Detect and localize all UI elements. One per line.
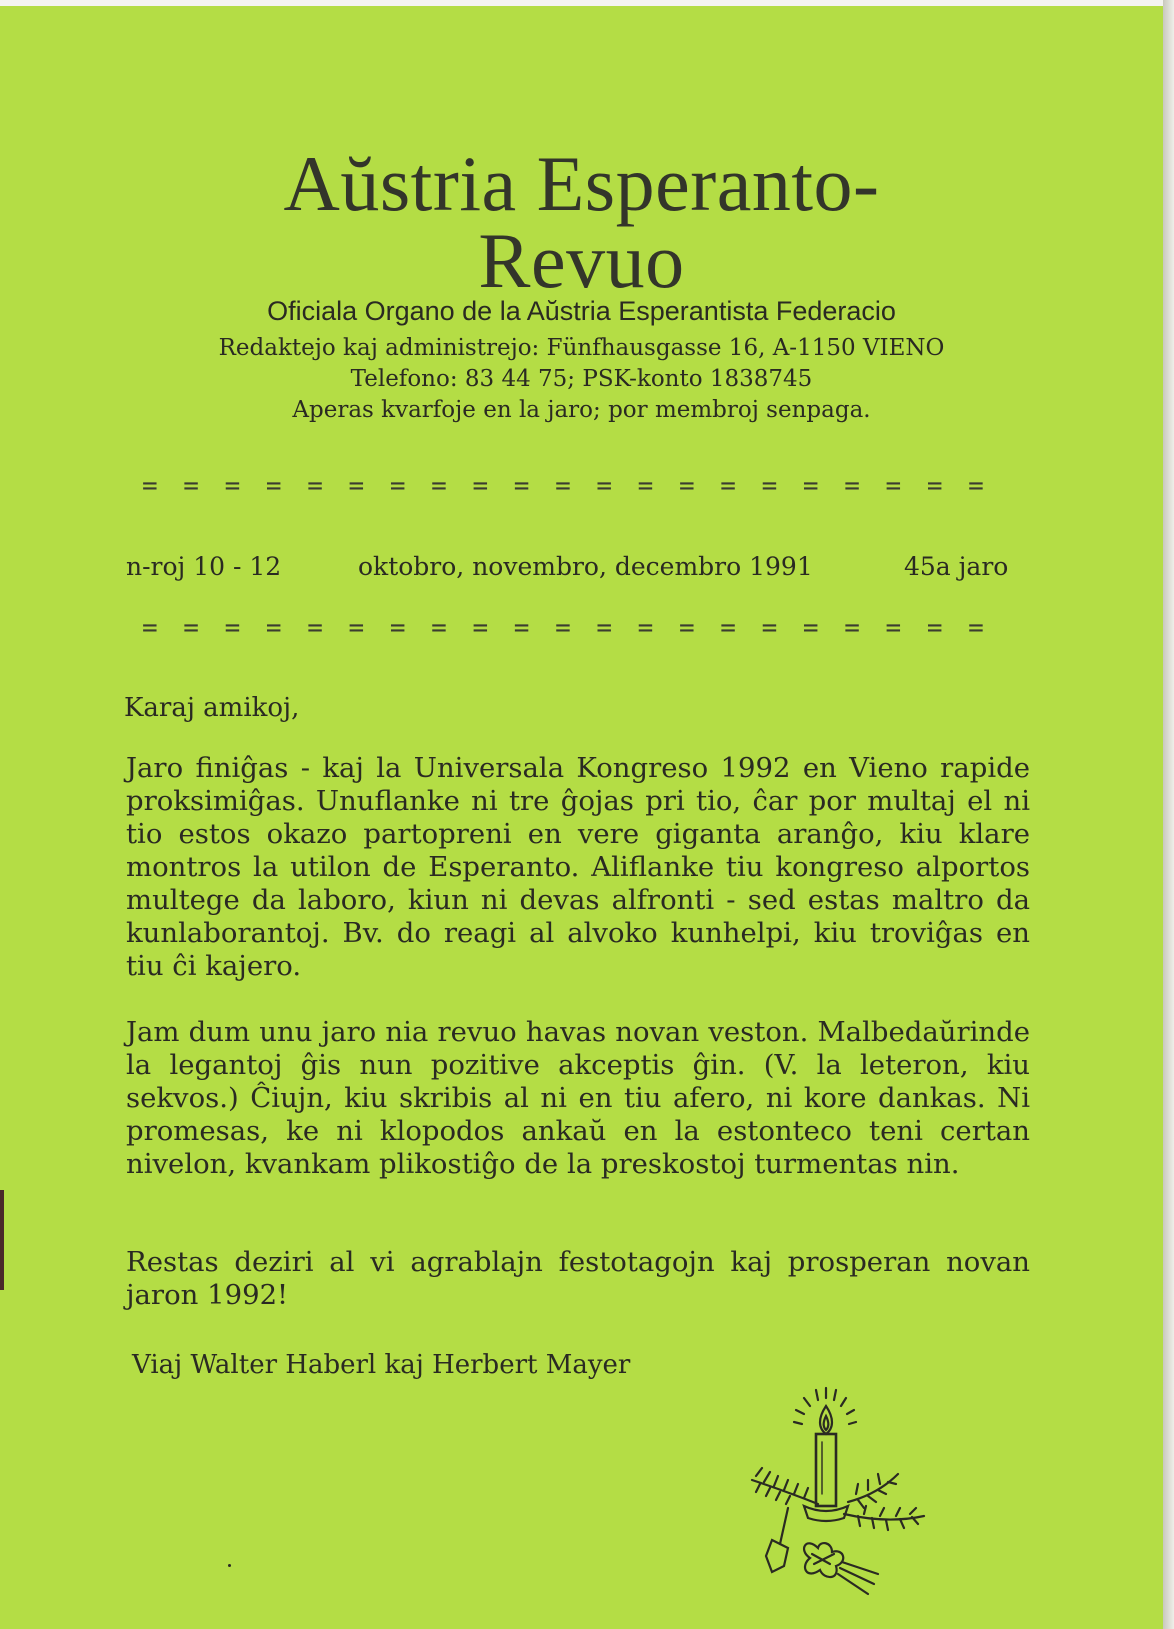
divider-top: = = = = = = = = = = = = = = = = = = = = =	[142, 471, 989, 501]
issue-numbers: n-roj 10 - 12	[126, 552, 282, 581]
address-line: Redaktejo kaj administrejo: Fünfhausgasse 16, A-1150 VIENO	[218, 335, 945, 361]
letter-paragraph-2: Jam dum unu jaro nia revuo havas novan veston. Malbedaŭrinde la legantoj ĝis nun pozitive akceptis ĝin. (V. la leteron, kiu sekvos.) Ĉiujn, kiu skribis al ni en tiu afero, ni kore dankas. Ni promesas, ke ni klopodos ankaŭ en la estonteco teni certan nivelon, kvankam plikostiĝo de la preskostoj turmentas nin.	[126, 1016, 1030, 1180]
issue-year: 45a jaro	[904, 552, 1009, 581]
contact-line: Telefono: 83 44 75; PSK-konto 1838745	[350, 366, 813, 392]
frequency-line: Aperas kvarfoje en la jaro; por membroj senpaga.	[292, 397, 871, 423]
magazine-cover	[0, 6, 1163, 1629]
letter-greeting: Karaj amikoj,	[124, 693, 300, 723]
christmas-candle-icon	[748, 1384, 948, 1604]
issue-months: oktobro, novembro, decembro 1991	[358, 552, 813, 581]
divider-bottom: = = = = = = = = = = = = = = = = = = = = =	[142, 613, 989, 643]
title-line-2: Revuo	[478, 217, 685, 304]
letter-signature: Viaj Walter Haberl kaj Herbert Mayer	[132, 1350, 631, 1380]
page-edge	[1163, 0, 1174, 1629]
letter-paragraph-1: Jaro finiĝas - kaj la Universala Kongreso 1992 en Vieno rapide proksimiĝas. Unuflanke ni tre ĝojas pri tio, ĉar por multaj el ni tio estos okazo partopreni en vere giganta aranĝo, kiu klare montros la utilon de Esperanto. Aliflanke tiu kongreso alportos multege da laboro, kiun ni devas alfronti - sed estas maltro da kunlaborantoj. Bv. do reagi al alvoko kunhelpi, kiu troviĝas en tiu ĉi kajero.	[126, 752, 1030, 982]
spine-mark	[0, 1190, 4, 1290]
subtitle: Oficiala Organo de la Aŭstria Esperantista Federacio	[267, 296, 896, 326]
letter-paragraph-3: Restas deziri al vi agrablajn festotagojn kaj prosperan novan jaron 1992!	[126, 1246, 1030, 1311]
speck	[228, 1564, 231, 1567]
title-line-1: Aŭstria Esperanto-	[283, 140, 880, 227]
